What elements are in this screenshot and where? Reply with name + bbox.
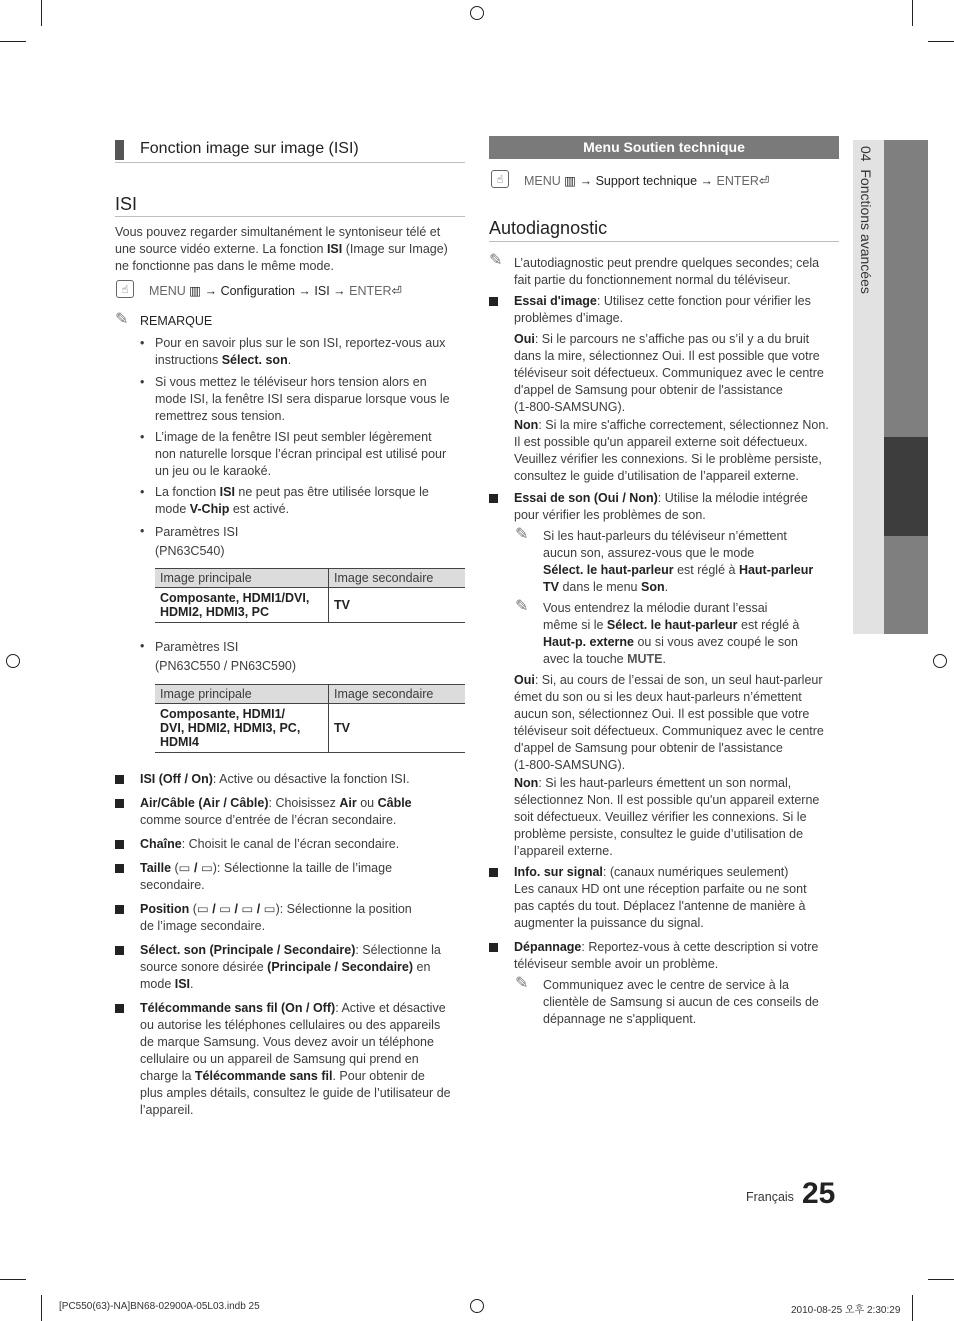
essai-son-oui: Oui: Si, au cours de l’essai de son, un seul haut-parleur émet du son ou si les deux haut-parleurs n’émettent aucun son, sélectionnez Oui. Il est possible que votre téléviseur soit défectueux. Communiquez avec le centre d'appel de Samsung pour obtenir de l'assistance (1-800-SAMSUNG). [514, 673, 824, 772]
note-pencil-icon: ✎ [515, 598, 529, 615]
registration-mark-left [6, 654, 20, 668]
position-bottom-right-icon: ▭ [263, 902, 276, 916]
item-depannage: Dépannage: Reportez-vous à cette description si votre téléviseur semble avoir un problème. [514, 940, 819, 971]
note-pencil-icon: ✎ [515, 975, 529, 992]
section-marker [115, 140, 124, 160]
isi-heading: ISI [115, 194, 138, 214]
position-top-left-icon: ▭ [241, 902, 254, 916]
menu-grid-icon: ▥ [189, 284, 202, 298]
item-square [115, 799, 124, 808]
item-essai-image: Essai d'image: Utilisez cette fonction pour vérifier les problèmes d’image. [514, 294, 811, 325]
size-large-icon: ▭ [200, 861, 213, 875]
isi-table-pn63c550: Image principale Image secondaire Composante, HDMI1/ DVI, HDMI2, HDMI3, PC, HDMI4 TV [155, 684, 465, 753]
size-small-icon: ▭ [178, 861, 191, 875]
item-telecommande: Télécommande sans fil (On / Off): Active et désactive ou autorise les téléphones cellulaires ou des appareils de marque Samsung. Vous devez avoir un téléphone cellulaire ou un appareil de Samsung qui prend en charge la Télécommande sans fil. Pour obtenir de plus amples détails, consultez le guide de l’utilisateur de l’appareil. [140, 1001, 451, 1117]
essai-son-note-2: Vous entendrez la mélodie durant l’essai même si le Sélect. le haut-parleur est réglé à Haut-p. externe ou si vous avez coupé le son avec la touche MUTE. [543, 601, 800, 666]
registration-mark-right [933, 654, 947, 668]
isi-intro: Vous pouvez regarder simultanément le syntoniseur télé et une source vidéo externe. La fonction ISI (Image sur Image) ne fonctionne pas dans le même mode. [115, 225, 448, 273]
item-select-son: Sélect. son (Principale / Secondaire): Sélectionne la source sonore désirée (Principale / Secondaire) en mode ISI. [140, 943, 441, 991]
footer-timestamp: 2010-08-25 오후 2:30:29 [791, 1305, 901, 1316]
page-number: 25 [802, 1177, 836, 1210]
chapter-tab-strip-bottom [884, 536, 928, 634]
isi-rule [115, 216, 465, 217]
registration-mark-top [470, 6, 484, 20]
item-position: Position (▭ / ▭ / ▭ / ▭): Sélectionne la position de l’image secondaire. [140, 902, 412, 933]
autodiagnostic-rule [489, 241, 839, 242]
registration-mark-bottom [470, 1299, 484, 1313]
essai-son-note-1: Si les haut-parleurs du téléviseur n’émettent aucun son, assurez-vous que le mode Sélect. le haut-parleur est réglé à Haut-parleur TV dans le menu Son. [543, 529, 814, 594]
enter-icon: ⏎ [758, 174, 770, 188]
section-rule [115, 162, 465, 163]
essai-image-non: Non: Si la mire s'affiche correctement, sélectionnez Non. Il est possible qu'un appareil externe soit défectueux. Veuillez vérifier les connexions. Si le problème persiste, consultez le guide d’utilisation de l’appareil externe. [514, 418, 829, 483]
menu-hand-icon: ☝ [116, 280, 134, 298]
chapter-label: 04 Fonctions avancées [858, 146, 874, 294]
menu-banner: Menu Soutien technique [489, 136, 839, 159]
menu-grid-icon: ▥ [564, 174, 577, 188]
menu-hand-icon: ☝ [491, 170, 509, 188]
enter-icon: ⏎ [391, 284, 403, 298]
item-essai-son: Essai de son (Oui / Non): Utilise la mélodie intégrée pour vérifier les problèmes de son. [514, 491, 808, 522]
isi-menu-path: MENU ▥ → Configuration → ISI → ENTER⏎ [149, 284, 403, 298]
item-square [115, 840, 124, 849]
section-title: Fonction image sur image (ISI) [140, 140, 359, 157]
note-pencil-icon: ✎ [515, 526, 529, 543]
essai-image-oui: Oui: Si le parcours ne s’affiche pas ou s’il y a du bruit dans la mire, sélectionnez Oui. Il est possible que votre téléviseur soit défectueux. Communiquez avec le centre d'appel de Samsung pour obtenir de l'assistance (1-800-SAMSUNG). [514, 332, 824, 414]
note-pencil-icon: ✎ [115, 311, 129, 328]
item-square [489, 494, 498, 503]
item-info-signal: Info. sur signal: (canaux numériques seulement) Les canaux HD ont une réception parfaite ou ne sont pas captés du tout. Déplacez l'antenne de manière à augmenter la puissance du signal. [514, 865, 807, 930]
depannage-note: Communiquez avec le centre de service à la clientèle de Samsung si aucun de ces conseils de dépannage ne s'appliquent. [543, 978, 819, 1026]
item-square [489, 868, 498, 877]
item-square [115, 905, 124, 914]
support-menu-path: MENU ▥ → Support technique → ENTER⏎ [524, 174, 770, 188]
item-square [115, 946, 124, 955]
isi-table-pn63c540: Image principale Image secondaire Composante, HDMI1/DVI, HDMI2, HDMI3, PC TV [155, 568, 465, 623]
item-air-cable: Air/Câble (Air / Câble): Choisissez Air ou Câble comme source d’entrée de l’écran secondaire. [140, 796, 412, 827]
autodiagnostic-heading: Autodiagnostic [489, 218, 608, 238]
item-square [489, 297, 498, 306]
remark-label: REMARQUE [140, 314, 213, 328]
footer-file-info: [PC550(63)-NA]BN68-02900A-05L03.indb 25 [59, 1301, 260, 1312]
item-square [115, 1004, 124, 1013]
item-chaine: Chaîne: Choisit le canal de l’écran secondaire. [140, 837, 400, 851]
chapter-tab-strip-top [884, 140, 928, 437]
note-pencil-icon: ✎ [489, 252, 503, 269]
item-square [115, 775, 124, 784]
page-language: Français [746, 1190, 794, 1204]
item-square [489, 943, 498, 952]
item-isi-off-on: ISI (Off / On): Active ou désactive la fonction ISI. [140, 772, 410, 786]
position-top-right-icon: ▭ [219, 902, 232, 916]
position-bottom-left-icon: ▭ [196, 902, 209, 916]
essai-son-non: Non: Si les haut-parleurs émettent un son normal, sélectionnez Non. Il est possible qu'un appareil externe soit défectueux. Veuillez vérifier les connexions. Si le problème persiste, consultez le guide d’utilisation de l’appareil externe. [514, 776, 820, 858]
chapter-tab-strip-active [884, 437, 928, 536]
item-square [115, 864, 124, 873]
autodiagnostic-note: L’autodiagnostic peut prendre quelques secondes; cela fait partie du fonctionnement normal du téléviseur. [514, 256, 820, 287]
item-taille: Taille (▭ / ▭): Sélectionne la taille de l’image secondaire. [140, 861, 393, 892]
